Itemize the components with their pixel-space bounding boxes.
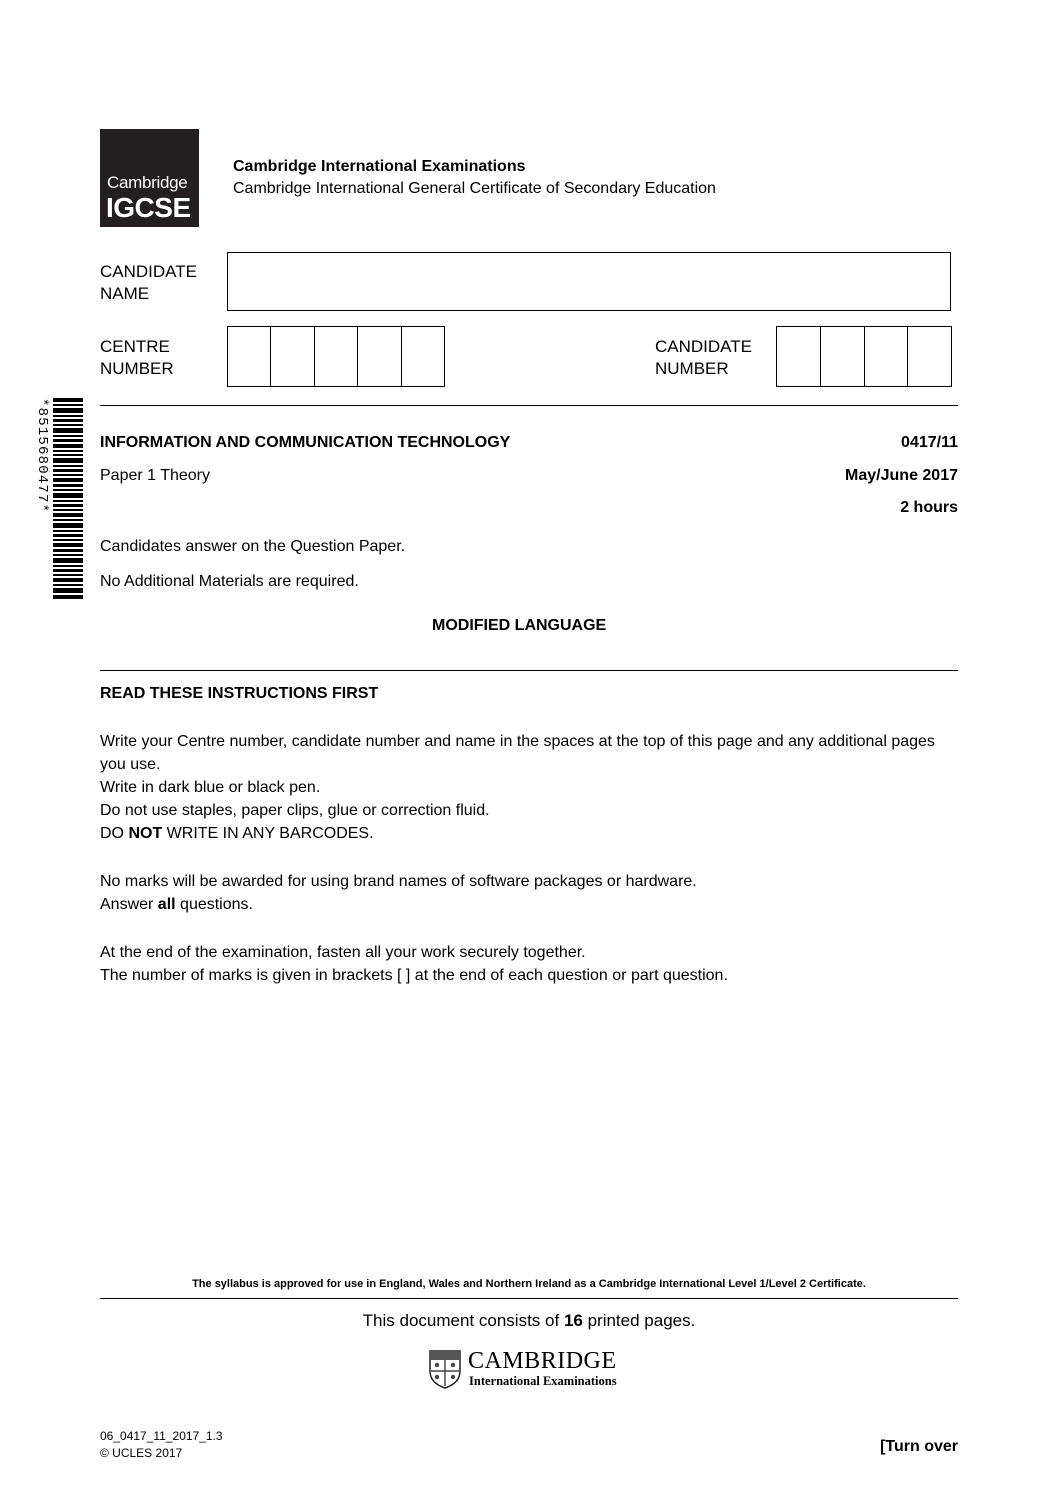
instruction-text: Answer: [100, 896, 158, 913]
page-count-text: printed pages.: [582, 1311, 696, 1330]
centre-number-cell[interactable]: [315, 327, 358, 386]
instruction-line: At the end of the examination, fasten all your work securely together.: [100, 944, 586, 961]
exam-duration: 2 hours: [900, 499, 958, 516]
exam-session: May/June 2017: [845, 467, 958, 484]
turn-over: [Turn over: [880, 1438, 958, 1455]
logo-bottom-text: IGCSE: [106, 192, 191, 223]
subject-title: INFORMATION AND COMMUNICATION TECHNOLOGY: [100, 434, 511, 451]
instruction-text: questions.: [175, 896, 253, 913]
instruction-text: DO: [100, 825, 129, 842]
candidate-number-cell[interactable]: [777, 327, 821, 386]
materials-note: No Additional Materials are required.: [100, 573, 359, 590]
centre-number-label-line1: CENTRE: [100, 337, 170, 356]
instructions-block-1: [100, 730, 962, 845]
instructions-heading: READ THESE INSTRUCTIONS FIRST: [100, 685, 379, 702]
logo-top-text: Cambridge: [107, 173, 188, 192]
candidate-number-cell[interactable]: [821, 327, 865, 386]
divider-top: [100, 405, 958, 406]
cambridge-igcse-logo: [100, 129, 199, 227]
instruction-line: Write your Centre number, candidate number and name in the spaces at the top of this page and any additional pages you use.: [100, 733, 935, 773]
candidate-name-box[interactable]: [227, 252, 951, 311]
candidate-number-label-line1: CANDIDATE: [655, 337, 752, 356]
page-count-number: 16: [563, 1311, 583, 1330]
copyright: © UCLES 2017: [100, 1446, 183, 1460]
paper-name: Paper 1 Theory: [100, 467, 210, 484]
instruction-text: WRITE IN ANY BARCODES.: [162, 825, 374, 842]
candidate-number-label-line2: NUMBER: [655, 359, 729, 378]
document-code: 06_0417_11_2017_1.3: [100, 1429, 223, 1443]
candidate-name-label-line1: CANDIDATE: [100, 262, 197, 281]
answer-note: Candidates answer on the Question Paper.: [100, 538, 406, 555]
instruction-line: [100, 893, 970, 916]
paper-code: 0417/11: [901, 434, 958, 451]
instruction-line: Do not use staples, paper clips, glue or correction fluid.: [100, 802, 490, 819]
instruction-line: No marks will be awarded for using brand names of software packages or hardware.: [100, 873, 697, 890]
candidate-name-label: [100, 261, 197, 305]
instructions-block-2: [100, 870, 970, 916]
candidate-number-cell[interactable]: [865, 327, 909, 386]
syllabus-note: The syllabus is approved for use in England, Wales and Northern Ireland as a Cambridge International Level 1/Level 2 Certificate.: [192, 1278, 866, 1290]
centre-number-boxes[interactable]: [227, 326, 445, 387]
candidate-number-label: [655, 336, 752, 380]
barcode-number: *8515680477*: [34, 398, 50, 514]
candidate-number-boxes[interactable]: [776, 326, 952, 387]
divider-middle: [100, 670, 958, 671]
centre-number-cell[interactable]: [228, 327, 271, 386]
centre-number-cell[interactable]: [358, 327, 401, 386]
candidate-name-label-line2: NAME: [100, 284, 150, 303]
centre-number-cell[interactable]: [402, 327, 444, 386]
candidate-number-cell[interactable]: [908, 327, 951, 386]
qualification: Cambridge International General Certificate of Secondary Education: [233, 180, 716, 197]
divider-bottom: [100, 1298, 958, 1299]
instructions-block-3: [100, 941, 970, 987]
centre-number-label-line2: NUMBER: [100, 359, 174, 378]
instruction-emphasis: NOT: [128, 825, 163, 842]
instruction-line: The number of marks is given in brackets [ ] at the end of each question or part question.: [100, 967, 728, 984]
exam-board: Cambridge International Examinations: [233, 158, 526, 175]
page-count-text: This document consists of: [362, 1311, 564, 1330]
instruction-emphasis: all: [157, 896, 176, 913]
centre-number-cell[interactable]: [271, 327, 314, 386]
cambridge-subtitle: International Examinations: [469, 1374, 617, 1388]
document-code-block: [100, 1428, 223, 1462]
cambridge-crest-icon: [428, 1349, 462, 1389]
instruction-line: [100, 822, 962, 845]
instruction-line: Write in dark blue or black pen.: [100, 779, 321, 796]
barcode-icon: [53, 398, 83, 599]
page-count: [100, 1311, 958, 1331]
cambridge-wordmark: CAMBRIDGE: [468, 1348, 617, 1374]
modified-language: MODIFIED LANGUAGE: [432, 617, 607, 634]
centre-number-label: [100, 336, 174, 380]
